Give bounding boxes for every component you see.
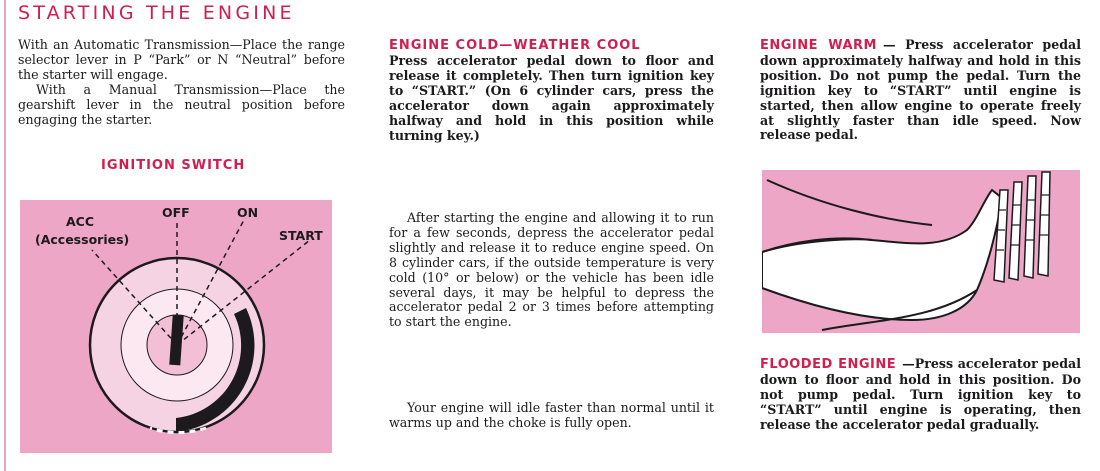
page-title: STARTING THE ENGINE: [18, 2, 295, 24]
engine-warm-paragraph: [760, 38, 1081, 143]
column-cold-weather: [389, 54, 714, 143]
page-edge-rule: [4, 0, 6, 471]
engine-warm-text: — Press accelerator pedal down approximately halfway and hold in this position. Do not pump the pedal. Turn the ignition key to “START” until engine is started, then allow engine to operate freely at slightly faster than idle speed. Now release pedal.: [760, 37, 1081, 143]
on-label: ON: [237, 205, 259, 220]
engine-cold-text: Press accelerator pedal down to floor and release it completely. Then turn ignition key to “START.” (On 6 cylinder cars, press the accelerator down again approximately halfway and hold in this position while turning key.): [389, 53, 714, 143]
ignition-switch-diagram: [20, 200, 332, 453]
column-engine-warm: [760, 38, 1081, 143]
off-label: OFF: [162, 205, 190, 220]
column-flooded-engine: [760, 357, 1081, 433]
manual-transmission-text: With a Manual Transmission—Place the gearshift lever in the neutral position before engaging the starter.: [18, 81, 345, 127]
start-label: START: [279, 228, 323, 243]
automatic-transmission-text: With an Automatic Transmission—Place the range selector lever in P “Park” or N “Neutral” before the starter will engage.: [18, 37, 345, 82]
flooded-engine-text: —Press accelerator pedal down to floor and hold in this position. Do not pump pedal. Turn ignition key to “START” until engine is operating, then release the accelerator pedal gradually.: [760, 356, 1081, 432]
flooded-engine-heading: FLOODED ENGINE: [760, 357, 897, 372]
engine-cold-heading: ENGINE COLD—WEATHER COOL: [389, 38, 641, 53]
idle-block: [389, 401, 714, 431]
after-start-text: After starting the engine and allowing it to run for a few seconds, depress the accelerator pedal slightly and release it to reduce engine speed. On 8 cylinder cars, if the outside temperature is very cold (10° or below) or the vehicle has been idle several days, it may be helpful to depress the accelerator pedal 2 or 3 times before attempting to start the engine.: [389, 210, 714, 330]
acc-label: ACC: [66, 214, 95, 229]
column-transmission: [18, 38, 345, 127]
accessories-label: (Accessories): [35, 232, 130, 247]
after-start-block: [389, 211, 714, 330]
pedal-diagram: [762, 170, 1080, 333]
ignition-switch-heading: IGNITION SWITCH: [101, 158, 246, 173]
flooded-engine-paragraph: [760, 357, 1081, 433]
foot-on-accelerator-illustration: [762, 170, 1080, 333]
idle-text: Your engine will idle faster than normal until it warms up and the choke is fully open.: [389, 400, 714, 430]
engine-warm-heading: ENGINE WARM: [760, 38, 877, 53]
